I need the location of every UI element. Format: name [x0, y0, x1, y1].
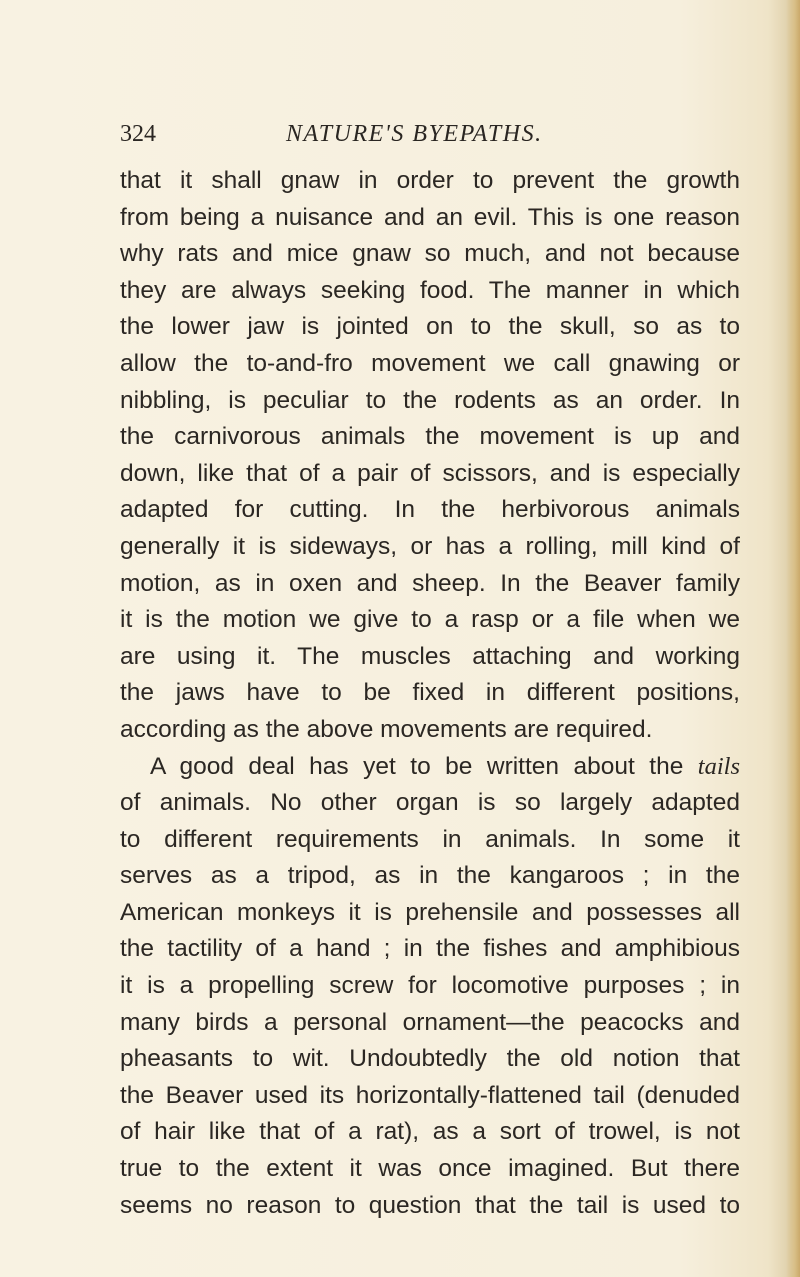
running-head: NATURE'S BYEPATHS. — [286, 121, 543, 147]
text-line: it is the motion we give to a rasp or a file when we — [120, 606, 740, 634]
text-line: allow the to-and-fro movement we call gnawing or — [120, 349, 740, 377]
page-edge-shadow — [786, 0, 800, 1277]
text-line: nibbling, is peculiar to the rodents as an order. In — [120, 386, 740, 414]
text-line: seems no reason to question that the tail is used to — [120, 1191, 740, 1219]
text-line: it is a propelling screw for locomotive purposes ; in — [120, 972, 740, 1000]
text-line-paragraph-start: A good deal has yet to be written about the tails — [150, 752, 740, 780]
body-text — [120, 163, 740, 1224]
text-line: they are always seeking food. The manner in which — [120, 276, 740, 304]
text-line: are using it. The muscles attaching and working — [120, 642, 740, 670]
italic-word: tails — [697, 752, 740, 780]
text-line: true to the extent it was once imagined. But there — [120, 1155, 740, 1183]
text-line: pheasants to wit. Undoubtedly the old notion that — [120, 1045, 740, 1073]
text-line: the jaws have to be fixed in different positions, — [120, 679, 740, 707]
text-line: down, like that of a pair of scissors, and is especially — [120, 459, 740, 487]
text-line: of hair like that of a rat), as a sort of trowel, is not — [120, 1118, 740, 1146]
page-number: 324 — [120, 121, 156, 147]
text-line: adapted for cutting. In the herbivorous animals — [120, 496, 740, 524]
text-line: American monkeys it is prehensile and possesses all — [120, 898, 740, 926]
page-header — [120, 118, 740, 150]
text-line-paragraph-end: according as the above movements are required. — [120, 715, 653, 743]
text-line: the lower jaw is jointed on to the skull, so as to — [120, 313, 740, 341]
text-line: to different requirements in animals. In some it — [120, 825, 740, 853]
text-line: generally it is sideways, or has a rolling, mill kind of — [120, 532, 740, 560]
text-line: motion, as in oxen and sheep. In the Beaver family — [120, 569, 740, 597]
text-line: many birds a personal ornament—the peacocks and — [120, 1008, 740, 1036]
text-line: why rats and mice gnaw so much, and not because — [120, 240, 740, 268]
text-line: of animals. No other organ is so largely adapted — [120, 789, 740, 817]
text-line: the Beaver used its horizontally-flattened tail (denuded — [120, 1081, 740, 1109]
text-line: that it shall gnaw in order to prevent the growth — [120, 167, 740, 194]
text-line: serves as a tripod, as in the kangaroos ; in the — [120, 862, 740, 890]
text-line: the tactility of a hand ; in the fishes and amphibious — [120, 935, 740, 963]
text-line: the carnivorous animals the movement is up and — [120, 423, 740, 451]
text-line: from being a nuisance and an evil. This is one reason — [120, 203, 740, 231]
